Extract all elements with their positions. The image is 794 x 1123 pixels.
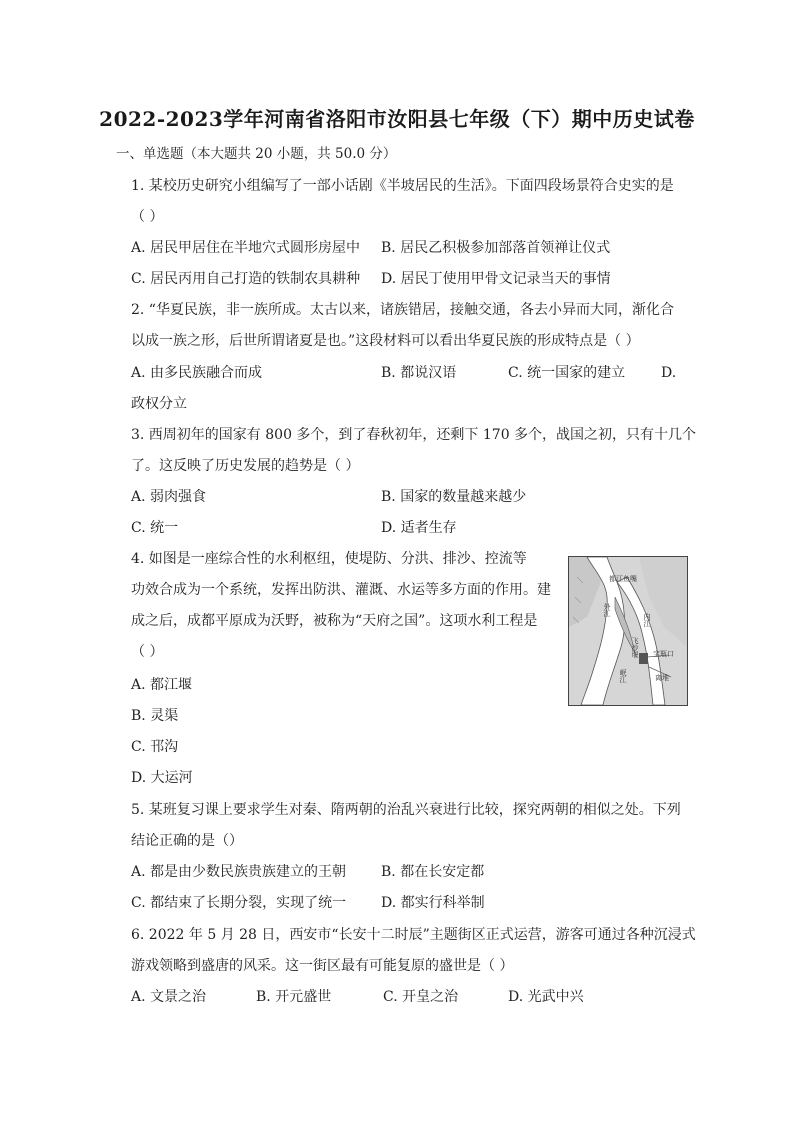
q6-stem: 6. 2022 年 5 月 28 日，西安市“长安十二时辰”主题街区正式运营，游客可通过各种沉浸式 xyxy=(131,927,696,943)
q3-option-a: A. 弱肉强食 xyxy=(131,489,207,505)
map-label-minjiang: 岷江 xyxy=(619,669,627,683)
q4-answer-blank: （ ） xyxy=(131,644,164,660)
q6-stem-cont: 游戏领略到盛唐的风采。这一街区最有可能复原的盛世是（ ） xyxy=(131,958,514,974)
q5-option-c: C. 都结束了长期分裂，实现了统一 xyxy=(131,895,347,911)
q5-option-b: B. 都在长安定都 xyxy=(381,864,485,880)
q4-stem: 4. 如图是一座综合性的水利枢纽，使堤防、分洪、排沙、控流等 xyxy=(131,551,527,567)
page-title: 2022-2023学年河南省洛阳市汝阳县七年级（下）期中历史试卷 xyxy=(99,107,695,131)
q5-option-a: A. 都是由少数民族贵族建立的王朝 xyxy=(131,864,347,880)
q2-option-a: A. 由多民族融合而成 xyxy=(131,365,263,381)
map-label-outer-river: 外江 xyxy=(603,603,611,617)
q6-option-b: B. 开元盛世 xyxy=(256,989,332,1005)
q1-option-a: A. 居民甲居住在半地穴式圆形房屋中 xyxy=(131,240,361,256)
q1-answer-blank: （ ） xyxy=(131,209,164,225)
q4-stem-cont-1: 功效合成为一个系统，发挥出防洪、灌溉、水运等多方面的作用。建 xyxy=(131,582,551,598)
q3-stem: 3. 西周初年的国家有 800 多个，到了春秋初年，还剩下 170 多个，战国之初，只有十几个 xyxy=(131,427,697,443)
map-label-feishayan: 飞沙堰 xyxy=(631,637,639,658)
q4-option-b: B. 灵渠 xyxy=(131,708,179,724)
q5-stem-cont: 结论正确的是（） xyxy=(131,833,243,849)
map-label-lidui: 离堆 xyxy=(655,674,669,682)
q4-option-a: A. 都江堰 xyxy=(131,677,193,693)
q3-option-d: D. 适者生存 xyxy=(381,520,457,536)
map-label-inner-river: 内江 xyxy=(643,613,651,627)
q6-option-d: D. 光武中兴 xyxy=(508,989,584,1005)
section-heading: 一、单选题（本大题共 20 小题，共 50.0 分） xyxy=(116,146,397,162)
q5-stem: 5. 某班复习课上要求学生对秦、隋两朝的治乱兴衰进行比较，探究两朝的相似之处。下列 xyxy=(131,802,681,818)
q3-option-b: B. 国家的数量越来越少 xyxy=(381,489,527,505)
q2-option-c: C. 统一国家的建立 xyxy=(508,365,626,381)
q3-option-c: C. 统一 xyxy=(131,520,179,536)
q4-option-c: C. 邗沟 xyxy=(131,739,179,755)
q2-option-d-text: 政权分立 xyxy=(131,396,187,412)
q1-option-b: B. 居民乙积极参加部落首领禅让仪式 xyxy=(381,240,611,256)
q4-stem-cont-2: 成之后，成都平原成为沃野，被称为“天府之国”。这项水利工程是 xyxy=(131,613,538,629)
q1-option-c: C. 居民丙用自己打造的铁制农具耕种 xyxy=(131,271,361,287)
q4-option-d: D. 大运河 xyxy=(131,770,193,786)
q2-stem-cont: 以成一族之形，后世所谓诸夏是也。”这段材料可以看出华夏民族的形成特点是（ ） xyxy=(131,333,640,349)
q1-option-d: D. 居民丁使用甲骨文记录当天的事情 xyxy=(381,271,611,287)
q2-option-d: D. xyxy=(661,365,677,381)
q2-option-b: B. 都说汉语 xyxy=(381,365,457,381)
q1-stem: 1. 某校历史研究小组编写了一部小话剧《半坡居民的生活》。下面四段场景符合史实的是 xyxy=(131,178,674,194)
map-label-bottle-mouth: 宝瓶口 xyxy=(653,650,674,658)
q5-option-d: D. 都实行科举制 xyxy=(381,895,485,911)
dujiangyan-map xyxy=(568,556,688,706)
map-label-fish-mouth: 都江鱼嘴 xyxy=(609,575,637,583)
q3-stem-cont: 了。这反映了历史发展的趋势是（ ） xyxy=(131,458,360,474)
q6-option-a: A. 文景之治 xyxy=(131,989,207,1005)
q2-stem: 2. “华夏民族，非一族所成。太古以来，诸族错居，接触交通，各去小异而大同，渐化合 xyxy=(131,302,674,318)
q6-option-c: C. 开皇之治 xyxy=(383,989,459,1005)
